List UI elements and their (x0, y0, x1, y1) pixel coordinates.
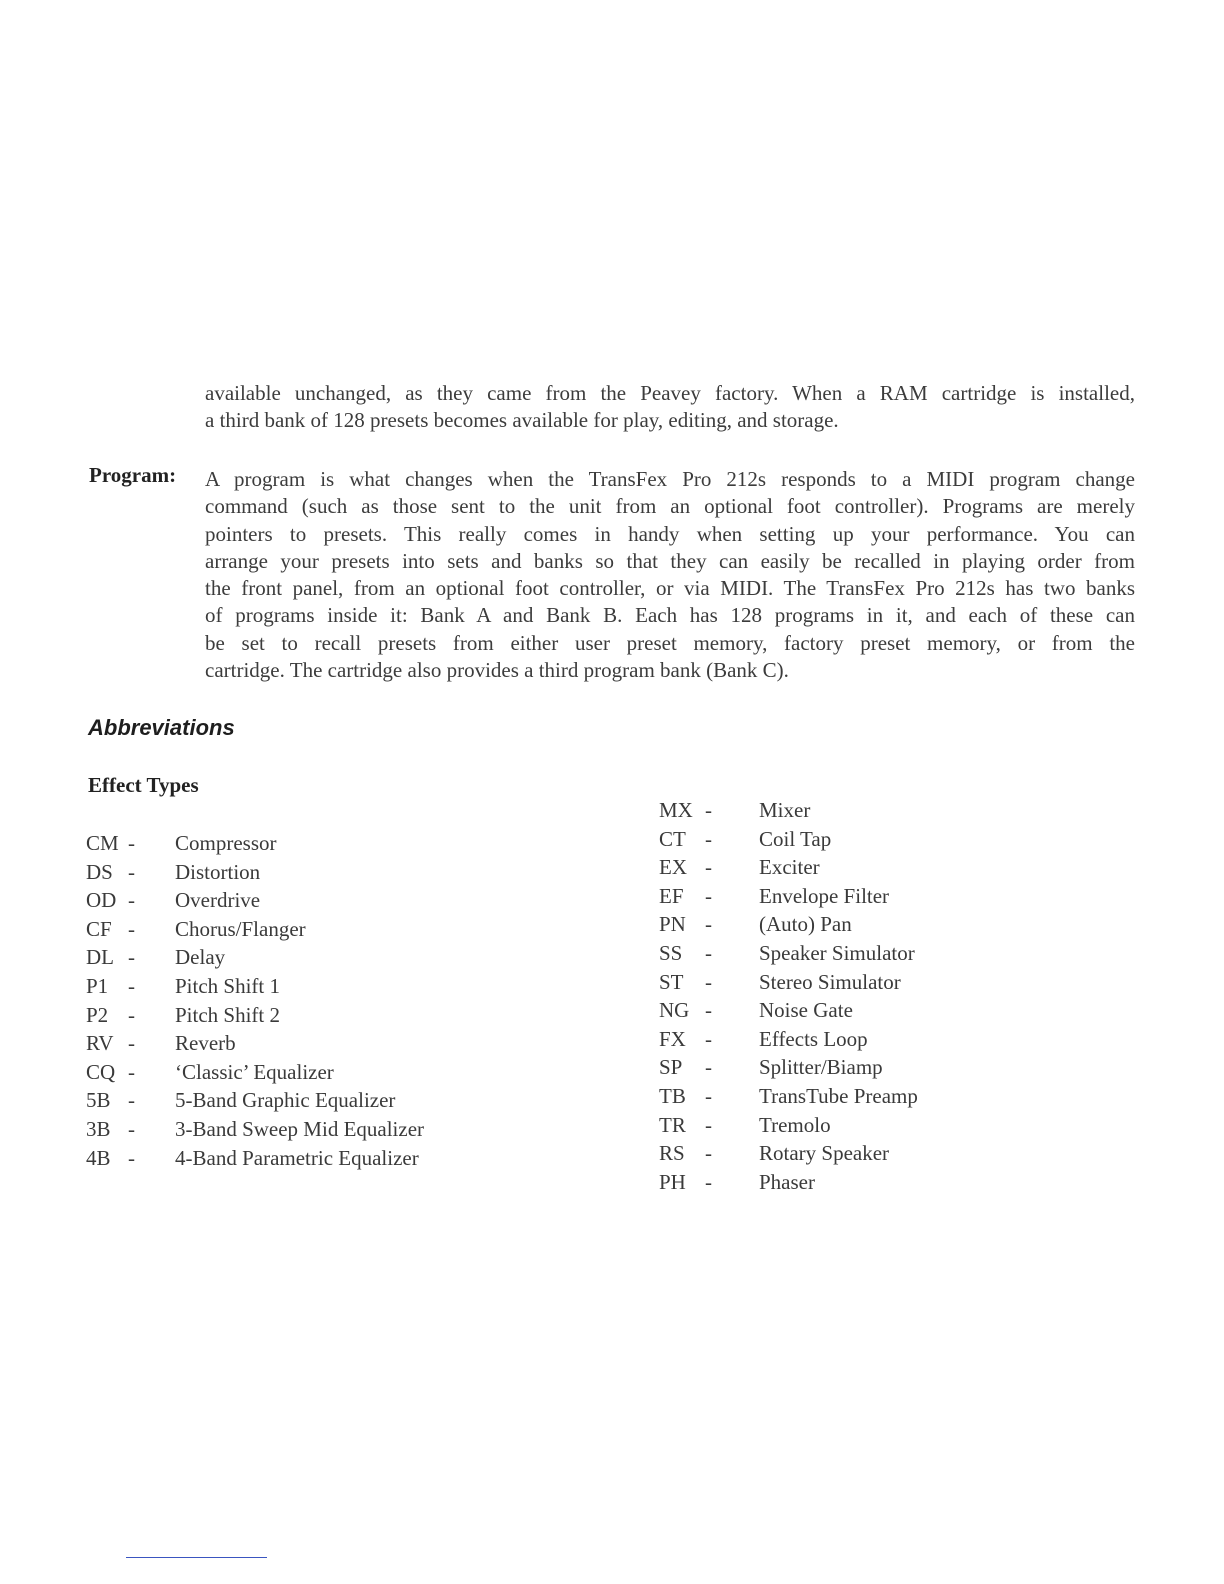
abbreviation-dash: - (128, 888, 135, 913)
abbreviation-name: TransTube Preamp (759, 1083, 918, 1108)
abbreviation-code: RV (86, 1031, 114, 1056)
abbreviation-dash: - (128, 859, 135, 884)
effect-types-heading: Effect Types (88, 773, 199, 797)
abbreviation-name: Rotary Speaker (759, 1141, 890, 1166)
abbreviation-name: Compressor (175, 831, 277, 855)
abbreviation-name: Effects Loop (759, 1026, 868, 1051)
abbreviation-dash: - (705, 1083, 712, 1108)
abbreviation-name: Chorus/Flanger (175, 916, 306, 941)
abbreviation-dash: - (705, 1112, 712, 1137)
abbreviation-code: SS (659, 940, 683, 965)
abbreviation-dash: - (128, 916, 135, 941)
abbreviation-dash: - (128, 1145, 135, 1170)
abbreviation-name: (Auto) Pan (759, 912, 852, 937)
abbreviation-dash: - (705, 1055, 712, 1080)
abbreviation-name: Overdrive (175, 888, 261, 913)
abbreviation-name: 4-Band Parametric Equalizer (175, 1145, 419, 1170)
abbreviation-name: ‘Classic’ Equalizer (175, 1059, 334, 1084)
program-line: of programs inside it: Bank A and Bank B. Each has 128 programs in it, and each of these can (205, 603, 1135, 628)
program-line: the front panel, from an optional foot controller, or via MIDI. The TransFex Pro 212s has two banks (205, 576, 1135, 601)
program-line: pointers to presets. This really comes in handy when setting up your performance. You can (205, 521, 1135, 546)
abbreviation-name: Distortion (175, 859, 261, 884)
abbreviation-code: RS (659, 1141, 685, 1166)
abbreviation-dash: - (128, 831, 135, 855)
abbreviation-dash: - (705, 883, 712, 908)
abbreviations-heading: Abbreviations (88, 715, 235, 740)
abbreviation-name: Noise Gate (759, 998, 853, 1023)
program-line: command (such as those sent to the unit from an optional foot controller). Programs are merely (205, 494, 1135, 519)
abbreviation-code: DS (86, 859, 113, 884)
program-line: arrange your presets into sets and banks so that they can easily be recalled in playing order from (205, 548, 1135, 573)
program-line: A program is what changes when the TransFex Pro 212s responds to a MIDI program change (205, 467, 1135, 491)
abbreviation-dash: - (128, 1059, 135, 1084)
intro-line: a third bank of 128 presets becomes available for play, editing, and storage. (205, 408, 839, 433)
abbreviation-dash: - (128, 1116, 135, 1141)
abbreviation-code: TB (659, 1083, 686, 1108)
abbreviation-dash: - (128, 1031, 135, 1056)
abbreviation-name: Speaker Simulator (759, 940, 915, 965)
abbreviation-code: CT (659, 826, 686, 851)
abbreviation-name: Phaser (759, 1169, 815, 1194)
abbreviation-code: CQ (86, 1059, 116, 1084)
abbreviation-name: 3-Band Sweep Mid Equalizer (175, 1116, 425, 1141)
abbreviation-name: Reverb (175, 1031, 236, 1056)
abbreviation-code: SP (659, 1055, 683, 1080)
abbreviation-code: 3B (86, 1116, 111, 1141)
abbreviation-dash: - (705, 998, 712, 1023)
abbreviation-dash: - (705, 1141, 712, 1166)
abbreviation-dash: - (128, 1088, 135, 1113)
abbreviation-dash: - (705, 912, 712, 937)
abbreviation-dash: - (705, 1026, 712, 1051)
abbreviation-code: CF (86, 916, 112, 941)
abbreviation-code: 5B (86, 1088, 111, 1113)
abbreviation-name: Exciter (759, 855, 820, 880)
abbreviation-name: Mixer (759, 798, 811, 822)
abbreviation-name: Pitch Shift 2 (175, 1002, 281, 1027)
abbreviation-name: Envelope Filter (759, 883, 890, 908)
abbreviation-code: TR (659, 1112, 686, 1137)
intro-line: available unchanged, as they came from the Peavey factory. When a RAM cartridge is installed, (205, 381, 1135, 405)
abbreviation-name: Stereo Simulator (759, 969, 901, 994)
abbreviation-name: Splitter/Biamp (759, 1055, 883, 1080)
abbreviation-code: PN (659, 912, 686, 937)
abbreviation-dash: - (705, 1169, 712, 1194)
abbreviation-dash: - (128, 1002, 135, 1027)
abbreviation-code: CM (86, 831, 119, 855)
abbreviation-code: ST (659, 969, 684, 994)
program-term: Program: (89, 463, 177, 487)
abbreviation-code: DL (86, 945, 114, 970)
program-line: cartridge. The cartridge also provides a third program bank (Bank C). (205, 658, 789, 683)
abbreviation-code: 4B (86, 1145, 111, 1170)
abbreviation-name: Pitch Shift 1 (175, 973, 281, 998)
abbreviation-code: MX (659, 798, 693, 822)
abbreviation-name: Tremolo (759, 1112, 831, 1137)
abbreviation-name: Delay (175, 945, 226, 970)
footer-rule (126, 1557, 267, 1558)
abbreviation-dash: - (705, 855, 712, 880)
abbreviation-name: Coil Tap (759, 826, 832, 851)
abbreviation-dash: - (705, 969, 712, 994)
abbreviation-code: EX (659, 855, 687, 880)
abbreviation-dash: - (705, 826, 712, 851)
program-paragraph (205, 466, 1135, 684)
abbreviation-name: 5-Band Graphic Equalizer (175, 1088, 396, 1113)
abbreviation-code: EF (659, 883, 684, 908)
abbreviation-code: P2 (86, 1002, 109, 1027)
abbreviation-dash: - (128, 973, 135, 998)
abbreviation-dash: - (705, 798, 712, 822)
intro-paragraph (205, 380, 1135, 435)
abbreviation-code: OD (86, 888, 117, 913)
abbreviation-code: P1 (86, 973, 109, 998)
abbreviation-dash: - (128, 945, 135, 970)
abbreviation-code: NG (659, 998, 690, 1023)
abbreviation-code: FX (659, 1026, 686, 1051)
abbreviation-code: PH (659, 1169, 686, 1194)
program-line: be set to recall presets from either user preset memory, factory preset memory, or from the (205, 630, 1135, 655)
abbreviation-dash: - (705, 940, 712, 965)
